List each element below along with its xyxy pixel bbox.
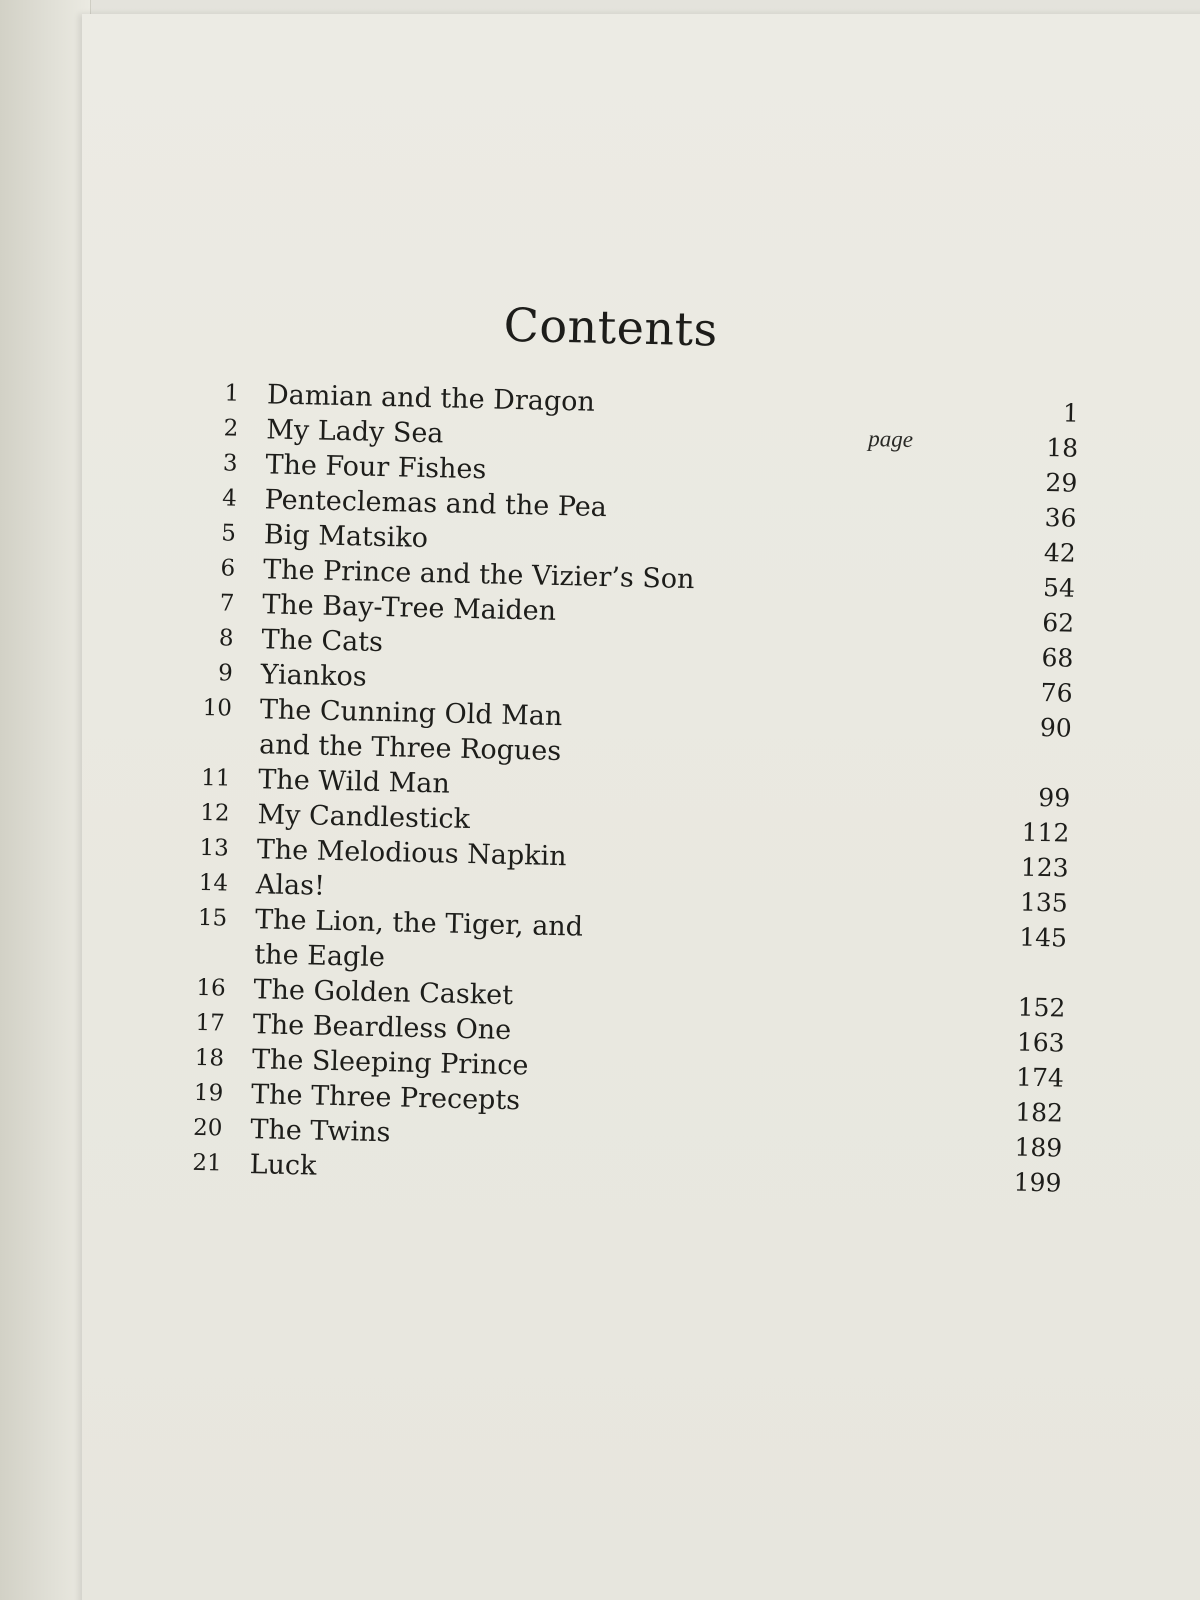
- entry-title: The Four Fishes: [265, 449, 487, 486]
- entry-title: The Cunning Old Man and the Three Rogues: [258, 694, 563, 768]
- entry-page: 135: [1019, 887, 1069, 918]
- entry-title: Penteclemas and the Pea: [264, 484, 608, 524]
- entry-number: 19: [193, 1079, 224, 1107]
- entry-page: 145: [1018, 922, 1068, 953]
- table-of-contents: [161, 375, 1079, 1200]
- entry-number: 12: [200, 799, 230, 827]
- entry-title: The Beardless One: [252, 1009, 512, 1047]
- entry-title: The Wild Man: [258, 764, 451, 800]
- entry-title: Big Matsiko: [263, 519, 429, 555]
- entry-number: 8: [218, 625, 234, 652]
- entry-number: 7: [219, 590, 235, 617]
- entry-number: 4: [221, 485, 238, 512]
- entry-page: 199: [1013, 1167, 1062, 1198]
- entry-page: 62: [1041, 607, 1075, 638]
- entry-number: 9: [217, 660, 234, 687]
- entry-number: 10: [202, 694, 233, 722]
- entry-number: 11: [200, 764, 231, 792]
- contents-heading: Contents: [503, 297, 719, 357]
- entry-number: 3: [222, 450, 238, 477]
- entry-page: 36: [1044, 503, 1077, 533]
- entry-page: 42: [1043, 538, 1077, 568]
- entry-number: 18: [194, 1044, 225, 1072]
- entry-page: 163: [1016, 1027, 1065, 1058]
- entry-number: 1: [224, 380, 240, 407]
- entry-title: The Bay-Tree Maiden: [261, 589, 557, 627]
- entry-title: Luck: [249, 1149, 317, 1182]
- entry-title: Damian and the Dragon: [266, 379, 596, 418]
- entry-number: 16: [196, 974, 226, 1002]
- entry-page: 29: [1045, 468, 1078, 498]
- entry-title: Yiankos: [260, 659, 368, 693]
- entry-page: 152: [1017, 992, 1066, 1023]
- entry-number: 14: [198, 869, 229, 897]
- entry-title: Alas!: [255, 869, 326, 902]
- entry-page: 182: [1014, 1097, 1064, 1128]
- entry-page: 68: [1041, 642, 1074, 673]
- entry-number: 21: [192, 1149, 222, 1177]
- entry-page: 76: [1040, 677, 1073, 708]
- entry-title: The Golden Casket: [253, 974, 514, 1012]
- entry-number: 2: [223, 415, 239, 442]
- entry-page: 1: [1062, 398, 1080, 428]
- entry-number: 5: [221, 520, 237, 547]
- page-column-label: page: [867, 425, 914, 453]
- entry-page: 189: [1014, 1132, 1063, 1163]
- entry-page: 174: [1015, 1062, 1065, 1093]
- entry-page: 99: [1038, 782, 1071, 813]
- entry-number: 20: [192, 1114, 223, 1142]
- entry-title: My Lady Sea: [265, 414, 444, 450]
- entry-title: The Sleeping Prince: [251, 1044, 529, 1082]
- entry-title: The Three Precepts: [250, 1079, 521, 1117]
- entry-page: 123: [1020, 852, 1069, 883]
- entry-title: The Lion, the Tiger, and the Eagle: [254, 904, 584, 974]
- entry-title: The Cats: [261, 624, 384, 659]
- entry-number: 6: [220, 555, 236, 582]
- entry-title: The Prince and the Vizier’s Son: [262, 554, 695, 596]
- entry-number: 13: [199, 834, 230, 862]
- entry-number: 17: [195, 1009, 226, 1037]
- entry-page: 54: [1042, 573, 1076, 603]
- entry-title: The Melodious Napkin: [256, 834, 567, 873]
- entry-title: The Twins: [250, 1114, 391, 1149]
- entry-title: My Candlestick: [257, 799, 471, 836]
- entry-number: 15: [197, 904, 228, 932]
- entry-page: 18: [1045, 433, 1079, 463]
- entry-page: 90: [1039, 712, 1073, 743]
- entry-page: 112: [1021, 817, 1070, 848]
